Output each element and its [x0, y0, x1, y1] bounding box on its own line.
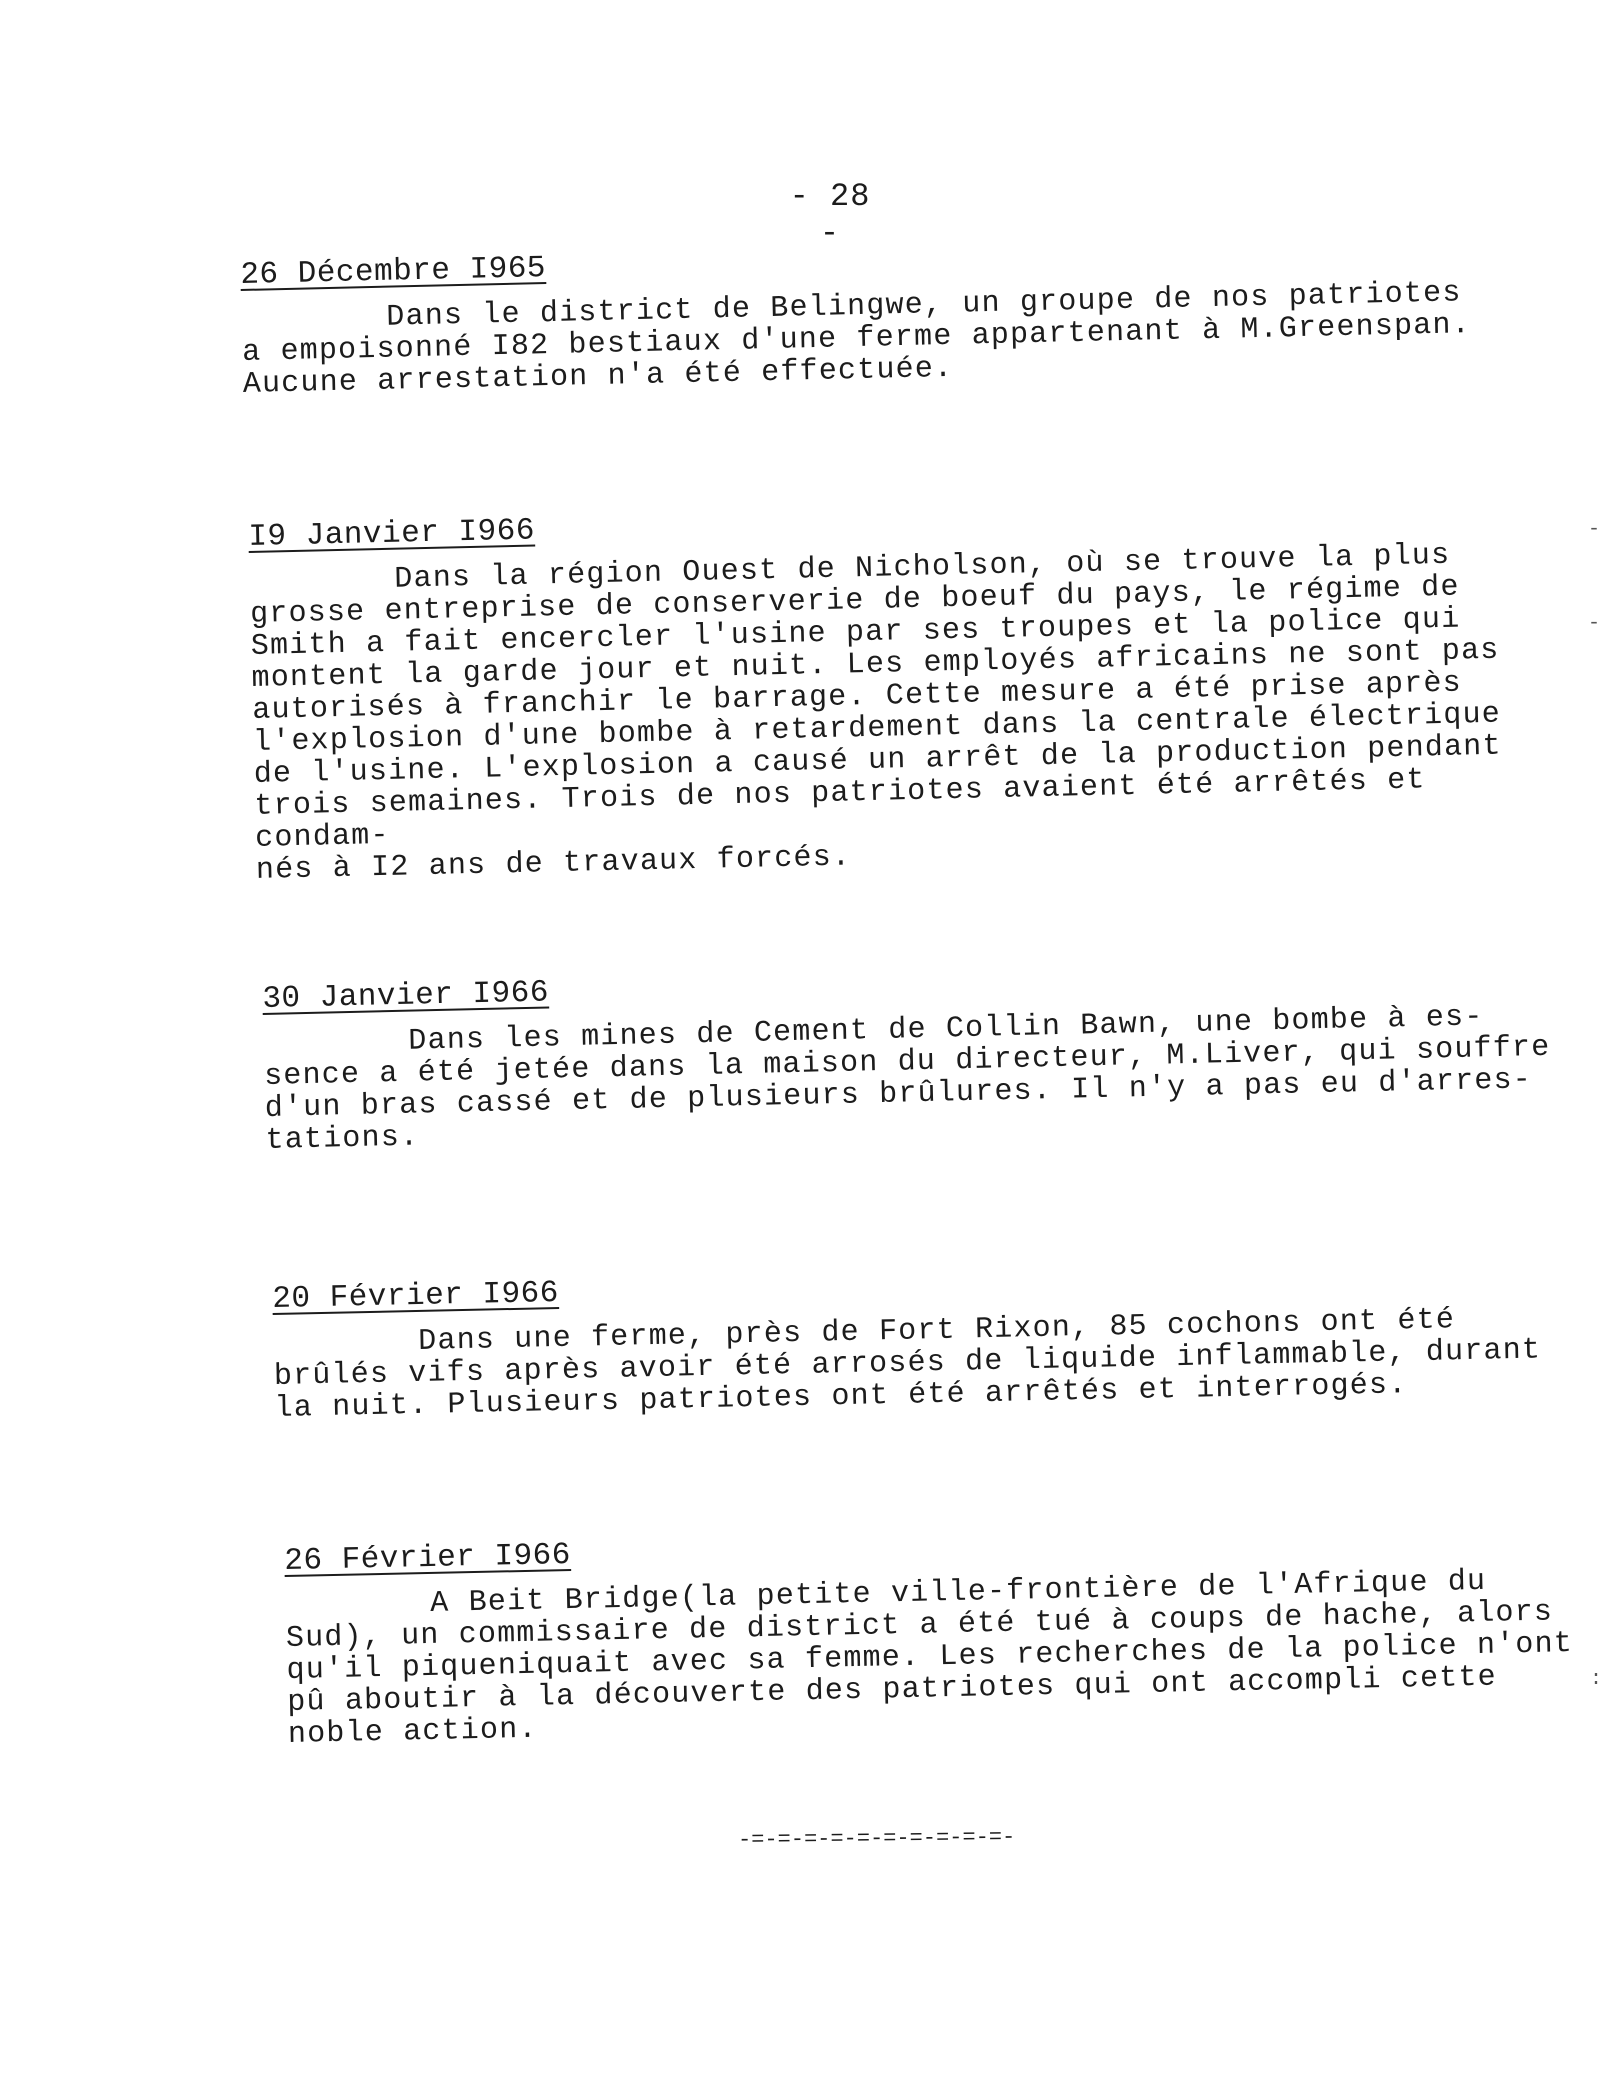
entry-text	[285, 1564, 1588, 1751]
closing-rule: -=-=-=-=-=-=-=-=-=-=-	[737, 1824, 1016, 1853]
entry-text	[241, 275, 1543, 400]
entry-date: 26 Février I966	[284, 1537, 572, 1579]
entry-date: 20 Février I966	[272, 1275, 560, 1317]
entry-26-decembre-1965	[240, 229, 1543, 401]
entry-20-fevrier-1966	[272, 1255, 1575, 1425]
entry-26-fevrier-1966	[284, 1517, 1588, 1751]
entry-date: 30 Janvier I966	[262, 975, 550, 1017]
entry-19-janvier-1966	[248, 491, 1556, 887]
entry-30-janvier-1966	[262, 953, 1566, 1157]
entry-paragraph: Dans les mines de Cement de Collin Bawn, une bombe à es- sence a été jetée dans la maison du directeur, M.Liver, qui souffre d'un bras cassé et de plusieurs brûlures. Il n'y a pas eu d'arres- tations.	[263, 1000, 1551, 1158]
entry-text	[273, 1302, 1575, 1425]
entry-paragraph: Dans la région Ouest de Nicholson, où se trouve la plus grosse entreprise de conserverie de boeuf du pays, le régime de Smith a fait encercler l'usine par ses troupes et la police qui montent la garde jour et nuit. Les employés africains ne sont pas autorisés à franchir le barrage. Cette mesure a été prise après l'explosion d'une bombe à retardement dans la centrale électrique de l'usine. L'explosion a causé un arrêt de la production pendant trois semaines. Trois de nos patriotes avaient été arrêtés et condam- nés à I2 ans de travaux forcés.	[249, 538, 1503, 888]
entry-paragraph: A Beit Bridge(la petite ville-frontière de l'Afrique du Sud), un commissaire de district a été tué à coups de hache, alors qu'il piqueniquait avec sa femme. Les recherches de la police n'ont pû aboutir à la découverte des patriotes qui ont accompli cette noble action.	[285, 1564, 1574, 1752]
entry-paragraph: Dans le district de Belingwe, un groupe de nos patriotes a empoisonné I82 bestiaux d'une ferme appartenant à M.Greenspan. Aucune arrestation n'a été effectuée.	[241, 276, 1472, 402]
entry-date: I9 Janvier I966	[248, 513, 536, 555]
margin-speck: -	[1588, 612, 1601, 635]
entry-date: 26 Décembre I965	[240, 251, 547, 293]
margin-speck: -	[1588, 518, 1601, 541]
entry-paragraph: Dans une ferme, près de Fort Rixon, 85 cochons ont été brûlés vifs après avoir été arrosés de liquide inflammable, durant la nuit. Plusieurs patriotes ont été arrêtés et interrogés.	[273, 1303, 1542, 1426]
margin-speck: :	[1590, 1668, 1603, 1691]
entry-text	[263, 999, 1566, 1156]
entry-text	[249, 537, 1556, 886]
page-number: - 28 -	[789, 178, 871, 252]
